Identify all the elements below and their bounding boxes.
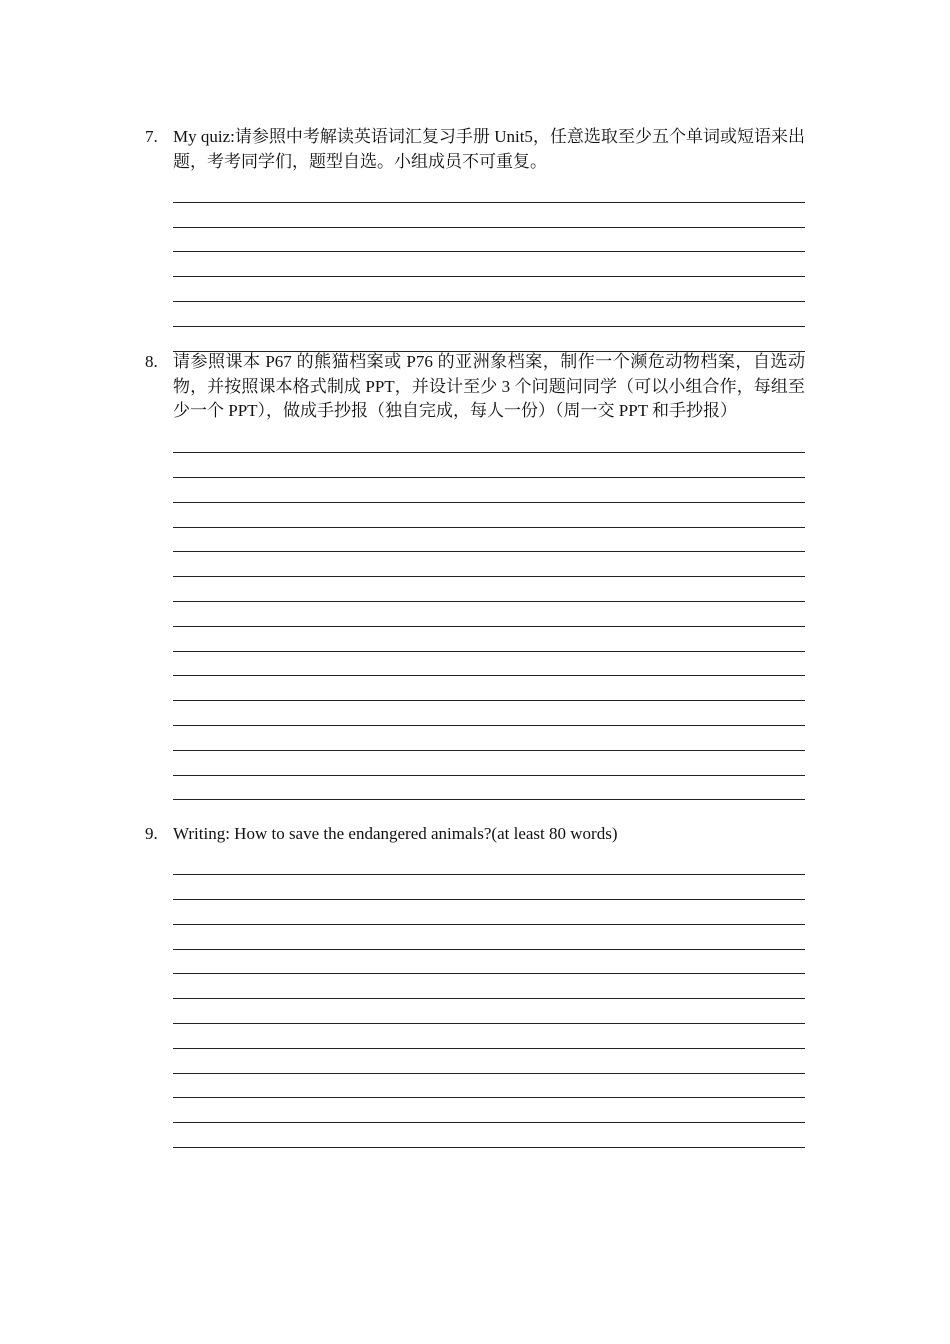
answer-line[interactable] [173, 277, 805, 302]
answer-line[interactable] [173, 429, 805, 454]
answer-lines [173, 851, 805, 1149]
answer-line[interactable] [173, 627, 805, 652]
answer-line[interactable] [173, 178, 805, 203]
answer-line[interactable] [173, 652, 805, 677]
question-text: 请参照课本 P67 的熊猫档案或 P76 的亚洲象档案，制作一个濒危动物档案，自选动物，并按照课本格式制成 PPT，并设计至少 3 个问题问同学（可以小组合作，每组至少一个 PPT），做成手抄报（独自完成，每人一份）（周一交 PPT 和手抄报） [173, 352, 805, 420]
answer-line[interactable] [173, 252, 805, 277]
answer-line[interactable] [173, 1049, 805, 1074]
answer-line[interactable] [173, 726, 805, 751]
answer-line[interactable] [173, 228, 805, 253]
question-9 [145, 822, 805, 1148]
answer-line[interactable] [173, 999, 805, 1024]
answer-line[interactable] [173, 900, 805, 925]
answer-line[interactable] [173, 701, 805, 726]
answer-line[interactable] [173, 478, 805, 503]
question-7-prompt [145, 125, 805, 174]
answer-line[interactable] [173, 1024, 805, 1049]
answer-line[interactable] [173, 528, 805, 553]
answer-line[interactable] [173, 327, 805, 352]
answer-line[interactable] [173, 676, 805, 701]
question-text: Writing: How to save the endangered animals?(at least 80 words) [173, 824, 618, 843]
answer-line[interactable] [173, 776, 805, 801]
answer-line[interactable] [173, 851, 805, 876]
answer-line[interactable] [173, 925, 805, 950]
answer-line[interactable] [173, 602, 805, 627]
question-8 [145, 350, 805, 800]
question-text: My quiz:请参照中考解读英语词汇复习手册 Unit5，任意选取至少五个单词或短语来出题，考考同学们，题型自选。小组成员不可重复。 [173, 127, 805, 171]
answer-line[interactable] [173, 1098, 805, 1123]
question-9-prompt [145, 822, 805, 847]
question-number: 8. [145, 352, 158, 371]
answer-line[interactable] [173, 1074, 805, 1099]
question-number: 9. [145, 824, 158, 843]
answer-line[interactable] [173, 503, 805, 528]
answer-lines [173, 178, 805, 352]
answer-line[interactable] [173, 950, 805, 975]
question-8-prompt [145, 350, 805, 424]
answer-line[interactable] [173, 552, 805, 577]
question-number: 7. [145, 127, 158, 146]
answer-line[interactable] [173, 302, 805, 327]
answer-line[interactable] [173, 875, 805, 900]
answer-line[interactable] [173, 453, 805, 478]
answer-lines [173, 429, 805, 801]
answer-line[interactable] [173, 577, 805, 602]
question-7 [145, 125, 805, 352]
answer-line[interactable] [173, 203, 805, 228]
answer-line[interactable] [173, 751, 805, 776]
answer-line[interactable] [173, 974, 805, 999]
answer-line[interactable] [173, 1123, 805, 1148]
